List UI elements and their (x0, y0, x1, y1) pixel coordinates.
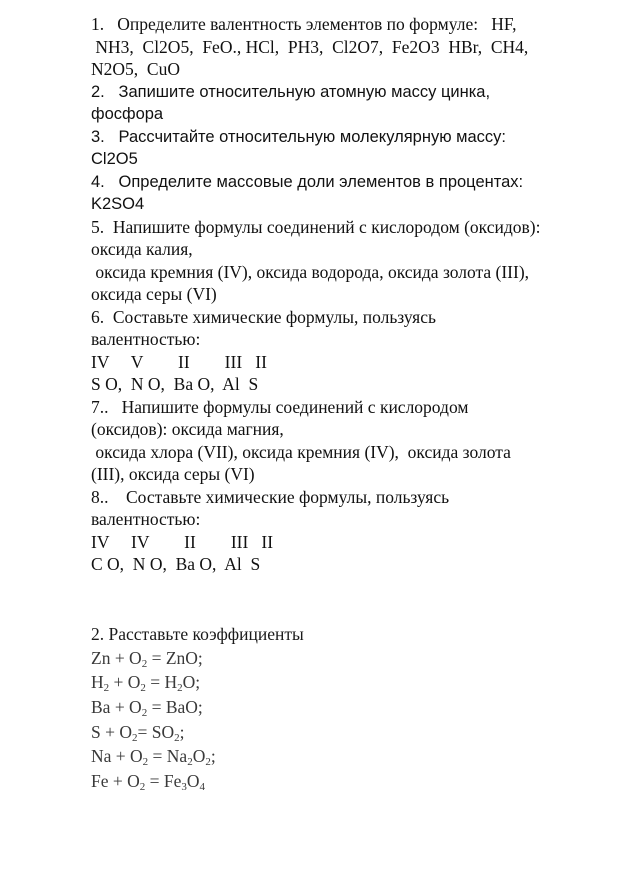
task-6-formula-row: S O, N O, Ba O, Al S (91, 374, 259, 394)
task-2-line: фосфора (91, 105, 164, 123)
task-8 (91, 486, 611, 576)
task-6 (91, 306, 611, 396)
task-4-line: 4. Определите массовые доли элементов в процентах: (91, 172, 524, 191)
equation-text: = H (145, 672, 178, 693)
equation-text: + O (109, 672, 141, 693)
subscript: 2 (174, 731, 180, 744)
subscript: 2 (142, 756, 149, 769)
task-7-line: (III), оксида серы (VI) (91, 464, 255, 484)
equation-list (91, 646, 611, 794)
task-1-line: NH3, Cl2O5, FeO., HCl, PH3, Cl2O7, Fe2O3 HBr, CH4, (91, 36, 529, 57)
equation-text: H (91, 672, 104, 693)
task-6-valence-row: IV V II III II (91, 351, 267, 372)
subscript: 2 (140, 682, 146, 695)
equation-text: = Fe (145, 771, 182, 792)
equation-text: = SO (137, 721, 175, 742)
equation-text: O; (182, 672, 201, 693)
subscript: 2 (141, 657, 148, 670)
task-5-line: оксида кремния (IV), оксида водорода, оксида золота (III), (91, 261, 530, 282)
equation-text: ; (179, 721, 185, 742)
equation-text: Zn + O (91, 647, 142, 668)
task-1-line: N2O5, CuO (91, 59, 180, 79)
task-3-line: Cl2O5 (91, 150, 138, 168)
equation-text: ; (210, 746, 216, 767)
task-8-valence-row: IV IV II III II (91, 531, 274, 552)
equation-line (91, 720, 611, 745)
subscript: 2 (205, 756, 211, 769)
spacer (91, 576, 611, 622)
subscript: 2 (103, 682, 110, 695)
task-4 (91, 171, 611, 216)
equation-text: O (186, 771, 200, 792)
equation-text: O (192, 746, 206, 767)
task-4-line: K2SO4 (91, 195, 145, 213)
task-2 (91, 81, 611, 126)
equation-line (91, 744, 611, 769)
task-2-line: 2. Запишите относительную атомную массу цинка, (91, 82, 491, 101)
subscript: 2 (139, 781, 146, 794)
equation-text: = ZnO; (147, 647, 203, 668)
subscript: 2 (177, 682, 183, 695)
equation-text: = Na (148, 746, 188, 767)
task-5-line: оксида калия, (91, 239, 193, 259)
task-1-line: 1. Определите валентность элементов по формуле: HF, (91, 14, 517, 34)
task-1 (91, 13, 611, 81)
task-6-line: 6. Составьте химические формулы, пользуясь (91, 306, 436, 327)
equation-line (91, 769, 611, 794)
equation-text: S + O (91, 721, 132, 742)
subscript: 3 (181, 781, 187, 794)
task-8-line: 8.. Составьте химические формулы, пользуясь (91, 486, 450, 507)
section-2 (91, 622, 611, 794)
task-5-line: оксида серы (VI) (91, 284, 217, 304)
subscript: 2 (141, 706, 148, 719)
task-7-line: оксида хлора (VII), оксида кремния (IV), оксида золота (91, 441, 511, 462)
worksheet (91, 13, 611, 794)
task-5-line: 5. Напишите формулы соединений с кислородом (оксидов): (91, 216, 541, 237)
equation-line (91, 646, 611, 671)
equation-line (91, 695, 611, 720)
subscript: 2 (132, 731, 138, 744)
subscript: 2 (187, 756, 193, 769)
task-7-line: (оксидов): оксида магния, (91, 419, 284, 439)
equation-text: Fe + O (91, 771, 140, 792)
task-7-line: 7.. Напишите формулы соединений с кислородом (91, 396, 469, 417)
equation-text: = BaO; (147, 696, 203, 717)
section-2-title: 2. Расставьте коэффициенты (91, 623, 304, 644)
task-6-line: валентностью: (91, 329, 201, 349)
equation-line (91, 670, 611, 695)
equation-text: Ba + O (91, 696, 142, 717)
equation-text: Na + O (91, 746, 143, 767)
task-8-formula-row: C O, N O, Ba O, Al S (91, 554, 261, 574)
task-3 (91, 126, 611, 171)
task-3-line: 3. Рассчитайте относительную молекулярную массу: (91, 127, 507, 146)
task-8-line: валентностью: (91, 509, 201, 529)
subscript: 4 (199, 781, 206, 794)
task-5 (91, 216, 611, 306)
task-7 (91, 396, 611, 486)
